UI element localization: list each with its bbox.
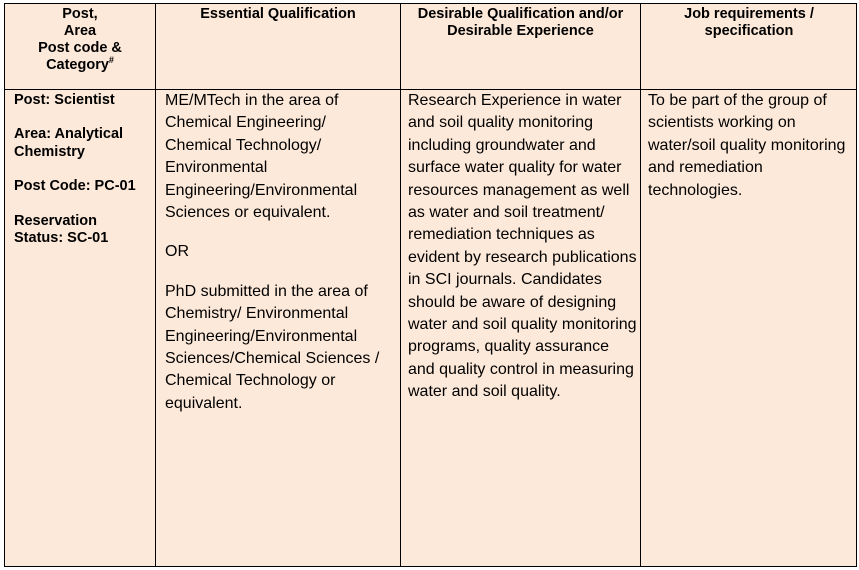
post-area: Area: Analytical Chemistry bbox=[14, 126, 124, 160]
header-post-area: Post, Area Post code & Category# bbox=[38, 6, 122, 73]
header-job-requirements: Job requirements / specification bbox=[684, 6, 814, 39]
header-essential-qualification: Essential Qualification bbox=[200, 6, 356, 22]
post-details-cell bbox=[14, 92, 150, 247]
desirable-qualification-cell: Research Experience in water and soil quality monitoring including groundwater and surface water quality for water resources management as well as water and soil treatment/ remediation techniques as evident by research publications in SCI journals. Candidates should be aware of designing water and soil quality monitoring programs, quality assurance and quality control in measuring water and soil quality. bbox=[408, 92, 637, 401]
essential-or: OR bbox=[165, 243, 189, 261]
post-code: Post Code: PC-01 bbox=[14, 178, 136, 195]
essential-option-1: ME/MTech in the area of Chemical Engineering/ Chemical Technology/ Environmental Engineering/Environmental Sciences or equivalent. bbox=[165, 92, 358, 222]
qualification-table bbox=[4, 3, 857, 567]
job-requirements-cell: To be part of the group of scientists working on water/soil quality monitoring and remediation technologies. bbox=[648, 92, 846, 199]
header-desirable-qualification: Desirable Qualification and/or Desirable Experience bbox=[417, 6, 624, 39]
reservation-status: Reservation Status: SC-01 bbox=[14, 212, 109, 247]
post-title: Post: Scientist bbox=[14, 92, 115, 108]
essential-qualification-cell bbox=[165, 90, 397, 415]
essential-option-2: PhD submitted in the area of Chemistry/ Environmental Engineering/Environmental Sciences/Chemical Sciences / Chemical Technology or equivalent. bbox=[165, 282, 380, 412]
